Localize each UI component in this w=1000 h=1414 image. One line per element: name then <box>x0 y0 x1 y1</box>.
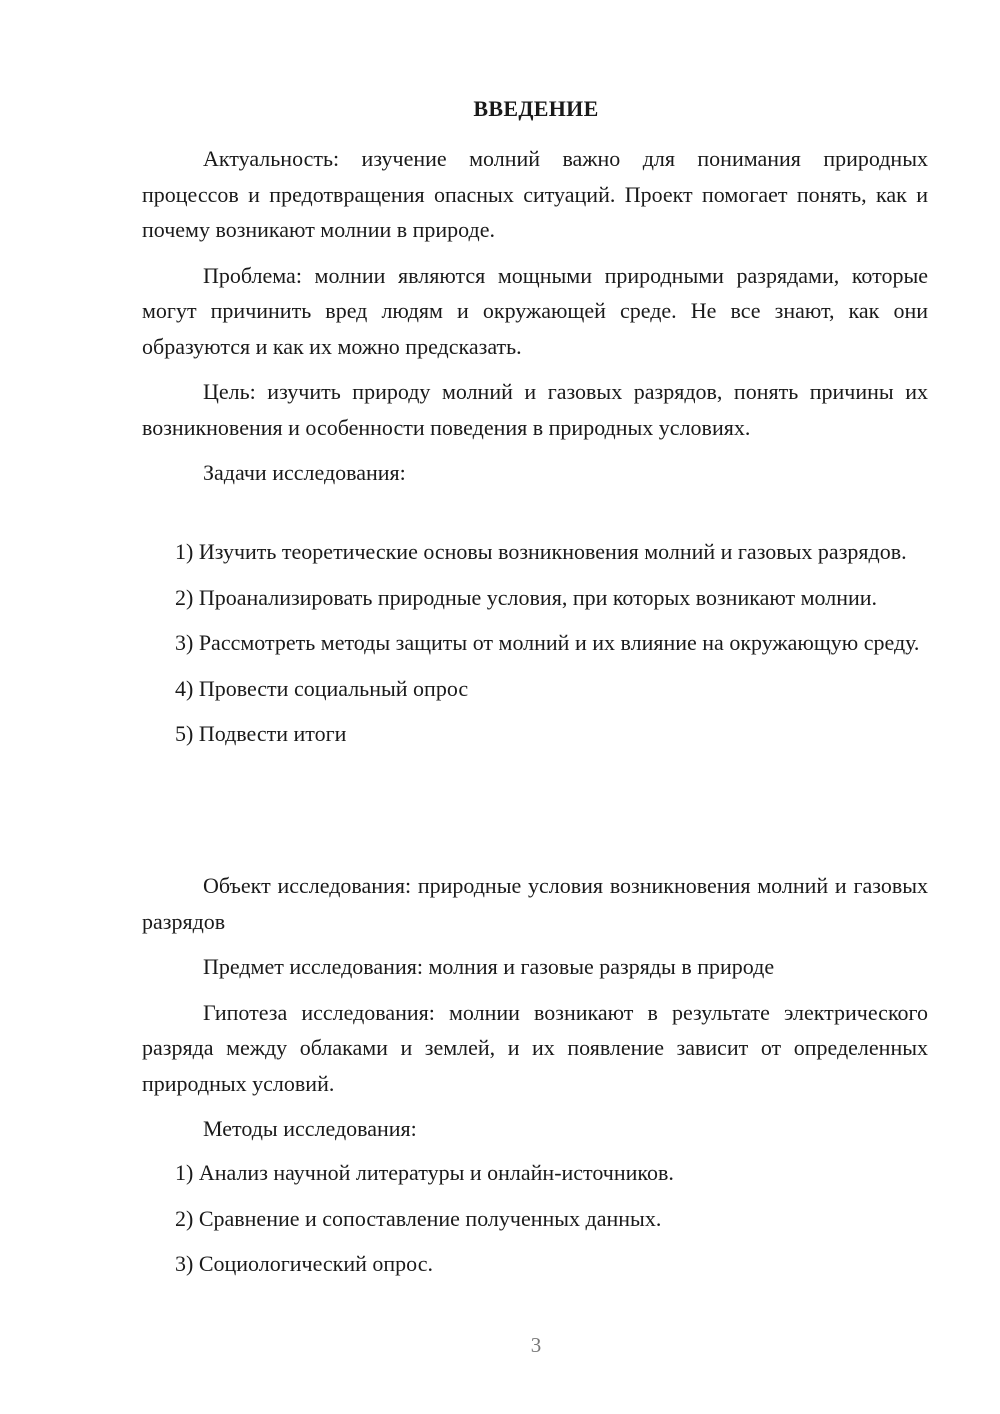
subject-paragraph: Предмет исследования: молния и газовые разряды в природе <box>203 954 775 979</box>
method-item-1: 1) Анализ научной литературы и онлайн-источников. <box>175 1160 674 1185</box>
task-item-1: 1) Изучить теоретические основы возникновения молний и газовых разрядов. <box>175 539 907 564</box>
problem-paragraph: Проблема: молнии являются мощными природными разрядами, которые могут причинить вред людям и окружающей среде. Не все знают, как они образуются и как их можно предсказать. <box>142 262 928 359</box>
body-text-top <box>142 141 928 501</box>
method-item-2: 2) Сравнение и сопоставление полученных данных. <box>175 1205 662 1231</box>
relevance-paragraph: Актуальность: изучение молний важно для понимания природных процессов и предотвращения опасных ситуаций. Проект помогает понять, как и почему возникают молнии в природе. <box>142 146 928 242</box>
tasks-heading: Задачи исследования: <box>203 460 406 485</box>
methods-heading: Методы исследования: <box>203 1116 417 1141</box>
task-item-5: 5) Подвести итоги <box>175 721 347 746</box>
goal-paragraph: Цель: изучить природу молний и газовых разрядов, понять причины их возникновения и особенности поведения в природных условиях. <box>142 379 928 440</box>
task-item-2: 2) Проанализировать природные условия, при которых возникают молнии. <box>175 584 878 610</box>
hypothesis-paragraph: Гипотеза исследования: молнии возникают в результате электрического разряда между облаками и землей, и их появление зависит от определенных природных условий. <box>142 999 928 1096</box>
research-details <box>142 868 928 1157</box>
page-number: 3 <box>530 1333 542 1357</box>
task-item-4: 4) Провести социальный опрос <box>175 675 469 701</box>
object-paragraph: Объект исследования: природные условия возникновения молний и газовых разрядов <box>142 873 928 934</box>
page-title: ВВЕДЕНИЕ <box>473 96 599 121</box>
methods-list <box>142 1155 928 1292</box>
task-item-3: 3) Рассмотреть методы защиты от молний и их влияние на окружающую среду. <box>175 630 920 655</box>
method-item-3: 3) Социологический опрос. <box>175 1251 433 1276</box>
tasks-list <box>142 534 928 762</box>
